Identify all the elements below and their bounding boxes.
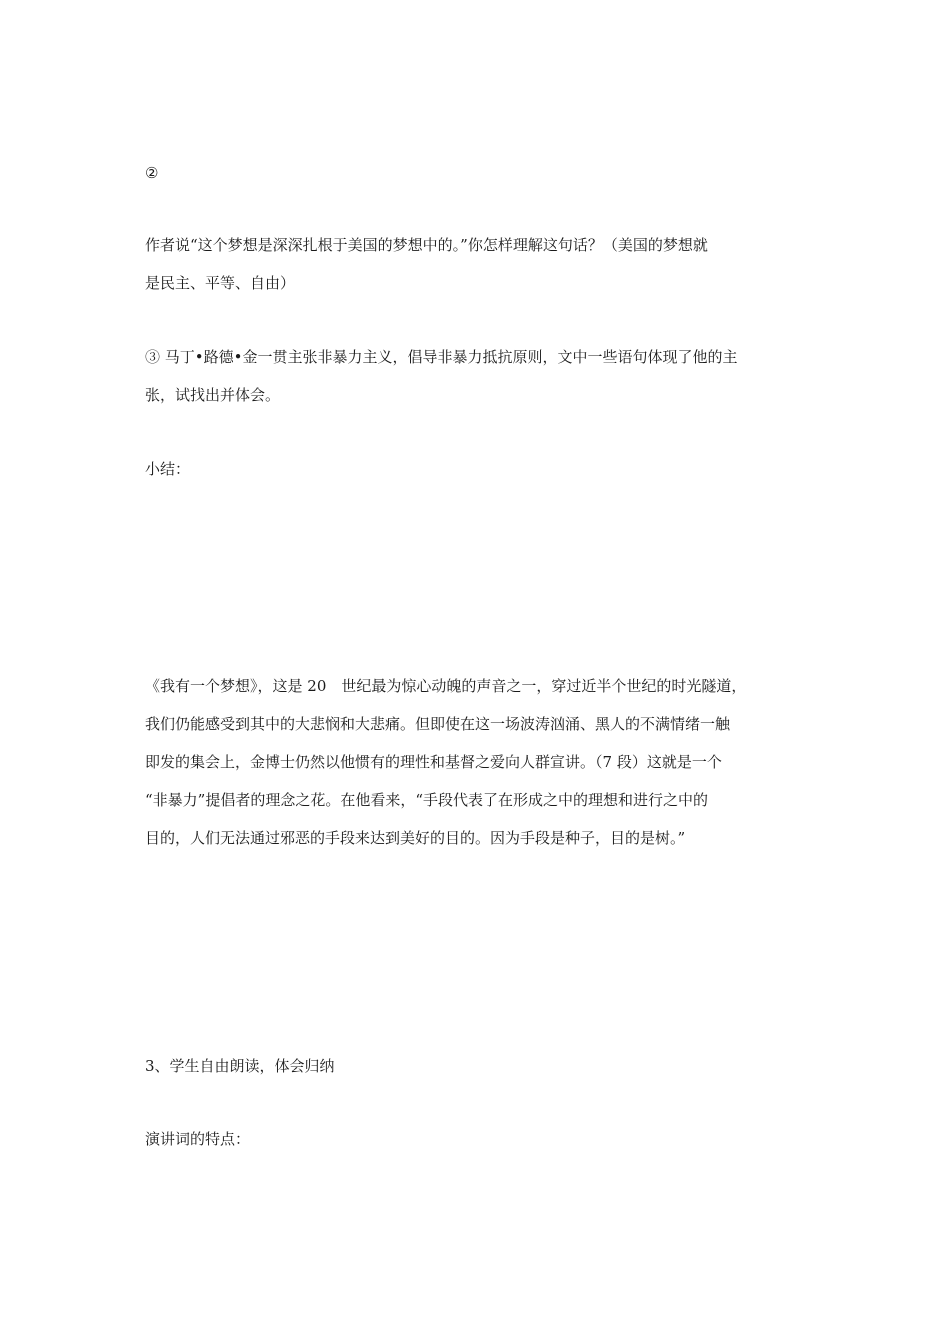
- question-2-line-1: 作者说“这个梦想是深深扎根于美国的梦想中的。”你怎样理解这句话？（美国的梦想就: [145, 236, 708, 254]
- question-marker-2: [145, 154, 810, 192]
- question-3-line-1: ③ 马丁•路德•金一贯主张非暴力主义，倡导非暴力抵抗原则，文中一些语句体现了他的主: [145, 348, 738, 366]
- summary-line-5: 目的，人们无法通过邪恶的手段来达到美好的目的。因为手段是种子，目的是树。”: [145, 829, 686, 847]
- speech-features-text: 演讲词的特点：: [145, 1130, 251, 1148]
- question-3: [145, 338, 810, 414]
- question-3-line-2: 张，试找出并体会。: [145, 386, 281, 404]
- summary-line-3: 即发的集会上，金博士仍然以他惯有的理性和基督之爱向人群宣讲。（7 段）这就是一个: [145, 753, 722, 771]
- step-3-heading: [145, 1047, 810, 1085]
- summary-label: [145, 450, 810, 488]
- speech-features-label: [145, 1120, 810, 1158]
- step-3-text: 3、学生自由朗读，体会归纳: [145, 1057, 335, 1075]
- summary-line-4: “非暴力”提倡者的理念之花。在他看来，“手段代表了在形成之中的理想和进行之中的: [145, 791, 709, 809]
- marker-text: ②: [145, 164, 159, 182]
- question-2-line-2: 是民主、平等、自由）: [145, 274, 296, 292]
- summary-line-1: 《我有一个梦想》，这是 20 世纪最为惊心动魄的声音之一，穿过近半个世纪的时光隧道，: [145, 677, 747, 695]
- summary-label-text: 小结：: [145, 460, 191, 478]
- summary-line-2: 我们仍能感受到其中的大悲悯和大悲痛。但即使在这一场波涛汹涌、黑人的不满情绪一触: [145, 715, 731, 733]
- question-2: [145, 226, 810, 302]
- summary-paragraph: [145, 667, 810, 857]
